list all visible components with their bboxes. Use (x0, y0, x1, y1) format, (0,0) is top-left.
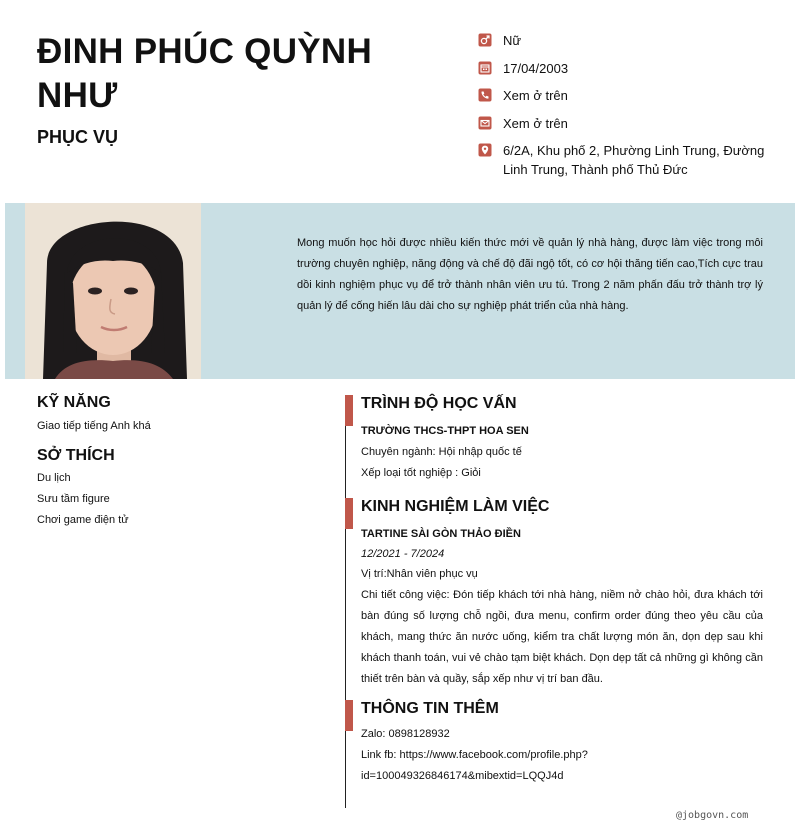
company-name: TARTINE SÀI GÒN THẢO ĐIỀN (361, 528, 521, 540)
work-position: Vị trí:Nhân viên phục vụ (361, 568, 478, 580)
calendar-icon (478, 61, 492, 75)
contact-address (478, 141, 768, 179)
education-major: Chuyên ngành: Hội nhập quốc tế (361, 446, 522, 458)
school-name: TRƯỜNG THCS-THPT HOA SEN (361, 425, 529, 437)
hobbies-title: SỞ THÍCH (37, 447, 115, 464)
section-accent-bar (345, 395, 353, 426)
additional-info-section (361, 698, 763, 787)
candidate-name (37, 30, 437, 118)
education-grade: Xếp loại tốt nghiệp : Giỏi (361, 467, 481, 479)
name-line-2: NHƯ (37, 76, 118, 115)
watermark: @jobgovn.com (676, 810, 749, 821)
profile-photo (25, 203, 201, 379)
skills-title: KỸ NĂNG (37, 394, 111, 411)
birthdate-value: 17/04/2003 (503, 60, 569, 76)
contact-birthdate (478, 59, 768, 78)
section-accent-bar (345, 700, 353, 731)
additional-info-title: THÔNG TIN THÊM (361, 700, 499, 717)
hobby-item: Sưu tầm figure (37, 493, 110, 505)
facebook-link: Link fb: https://www.facebook.com/profile.php? (361, 749, 588, 761)
experience-section (361, 496, 763, 690)
portrait-image (25, 203, 201, 379)
right-column (361, 393, 763, 787)
hobby-item: Chơi game điện tử (37, 514, 129, 526)
contact-email (478, 114, 768, 133)
column-divider (345, 396, 346, 808)
work-details: Chi tiết công việc: Đón tiếp khách tới nhà hàng, niềm nở chào hỏi, đưa khách tới bàn đúng số lượng chỗ ngồi, đưa menu, confirm order đúng theo yêu cầu của khách, mang thức ăn nước uống, kiểm tra chất lượng món ăn, dọn dẹp sau khi khách thanh toán, vui vẻ chào tạm biệt khách. Dọn dẹp tất cả những gì không cần thiết trên bàn và quầy, sắp xếp như vị trí ban đầu. (361, 589, 763, 685)
experience-title: KINH NGHIỆM LÀM VIỆC (361, 498, 550, 515)
skills-section (37, 393, 317, 437)
zalo-contact: Zalo: 0898128932 (361, 728, 450, 740)
location-icon (478, 143, 492, 157)
hobbies-section (37, 446, 317, 531)
phone-value: Xem ở trên (503, 88, 568, 103)
gender-value: Nữ (503, 33, 522, 48)
hobby-item: Du lịch (37, 472, 71, 484)
contact-gender (478, 31, 768, 50)
phone-icon (478, 88, 492, 102)
address-value: 6/2A, Khu phố 2, Phường Linh Trung, Đường Linh Trung, Thành phố Thủ Đức (503, 143, 765, 177)
name-line-1: ĐINH PHÚC QUỲNH (37, 32, 373, 71)
email-value: Xem ở trên (503, 115, 568, 131)
email-icon (478, 116, 492, 130)
contact-phone (478, 86, 768, 105)
contact-info (478, 31, 768, 188)
gender-icon (478, 33, 492, 47)
career-objective: Mong muốn học hỏi được nhiều kiến thức mới về quản lý nhà hàng, được làm việc trong môi trường chuyên nghiệp, năng động và chế độ đãi ngộ tốt, có cơ hội thăng tiến cao,Tích cực trau dồi kinh nghiệm phục vụ để trở thành nhân viên ưu tú. Trong 2 năm phấn đấu trở thành trợ lý quản lý để cống hiến lâu dài cho sự nghiệp phát triển của nhà hàng. (297, 237, 763, 312)
section-accent-bar (345, 498, 353, 529)
left-column (37, 393, 317, 540)
education-section (361, 393, 763, 484)
skill-item: Giao tiếp tiếng Anh khá (37, 420, 151, 432)
job-title: PHỤC VỤ (37, 127, 119, 147)
work-period: 12/2021 - 7/2024 (361, 548, 445, 560)
education-title: TRÌNH ĐỘ HỌC VẤN (361, 395, 517, 412)
facebook-link-cont: id=100049326846174&mibextid=LQQJ4d (361, 770, 564, 782)
